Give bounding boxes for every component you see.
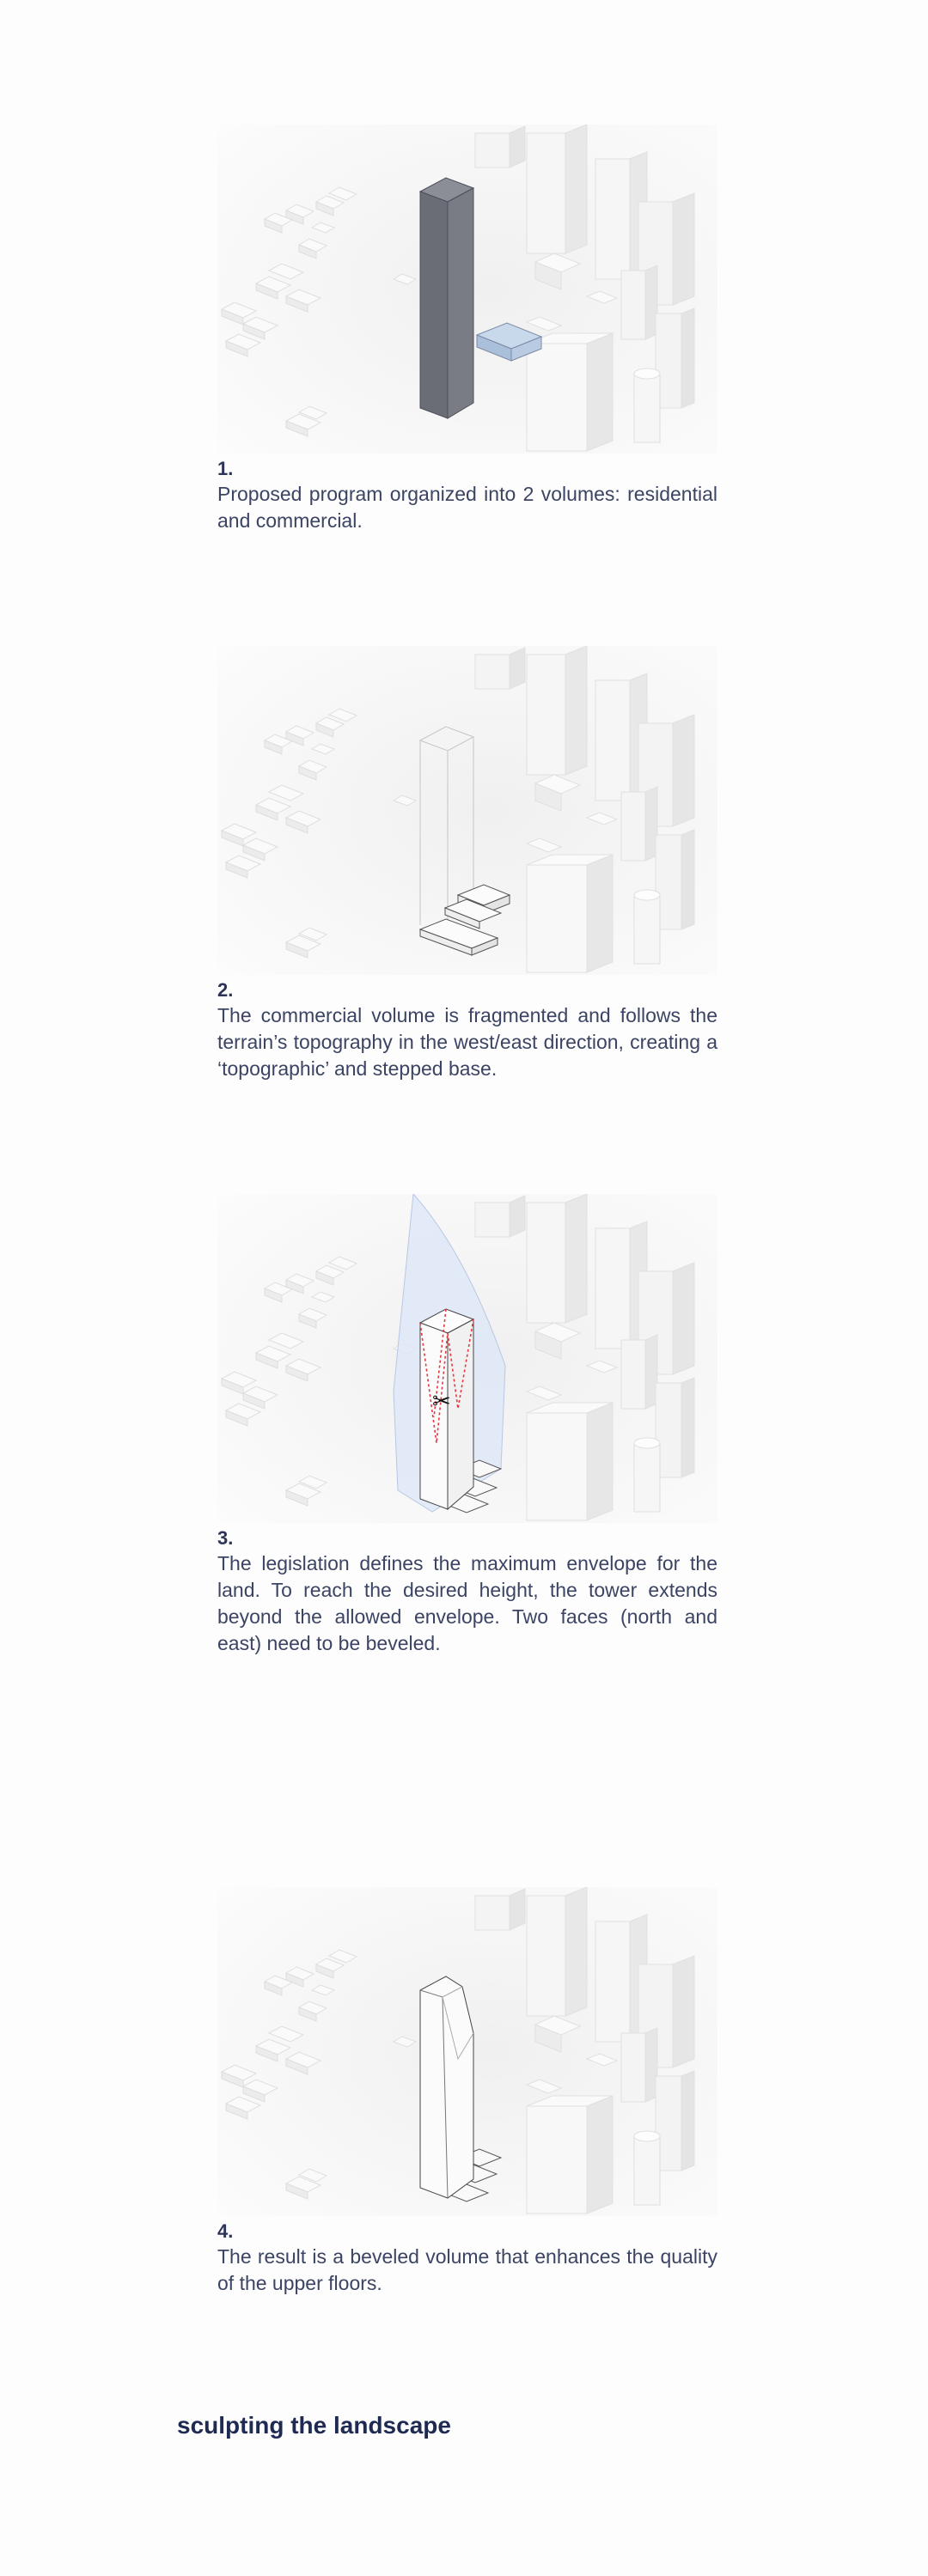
step-3 (217, 1194, 717, 1657)
step-1-figure (217, 125, 717, 454)
step-3-text: The legislation defines the maximum envelope for the land. To reach the desired height, the tower extends beyond the allowed envelope. Two faces (north and east) need to be beveled. (217, 1552, 717, 1654)
step-3-number: 3. (217, 1527, 234, 1549)
step-2-text: The commercial volume is fragmented and follows the terrain’s topography in the west/east direction, creating a ‘topographic’ and stepped base. (217, 1004, 717, 1080)
step-1-number: 1. (217, 458, 234, 479)
step-1-text: Proposed program organized into 2 volumes: residential and commercial. (217, 483, 717, 532)
step-3-figure (217, 1194, 717, 1523)
step-2 (217, 646, 717, 1082)
step-4-text: The result is a beveled volume that enhances the quality of the upper floors. (217, 2245, 717, 2294)
residential-tower (420, 178, 473, 418)
section-title: sculpting the landscape (177, 2412, 451, 2439)
step-2-figure (217, 646, 717, 975)
scissors-icon: ✂ (432, 1389, 451, 1415)
step-2-number: 2. (217, 979, 234, 1001)
step-4 (217, 1887, 717, 2297)
step-4-number: 4. (217, 2220, 234, 2242)
step-1 (217, 125, 717, 534)
step-4-figure (217, 1887, 717, 2216)
